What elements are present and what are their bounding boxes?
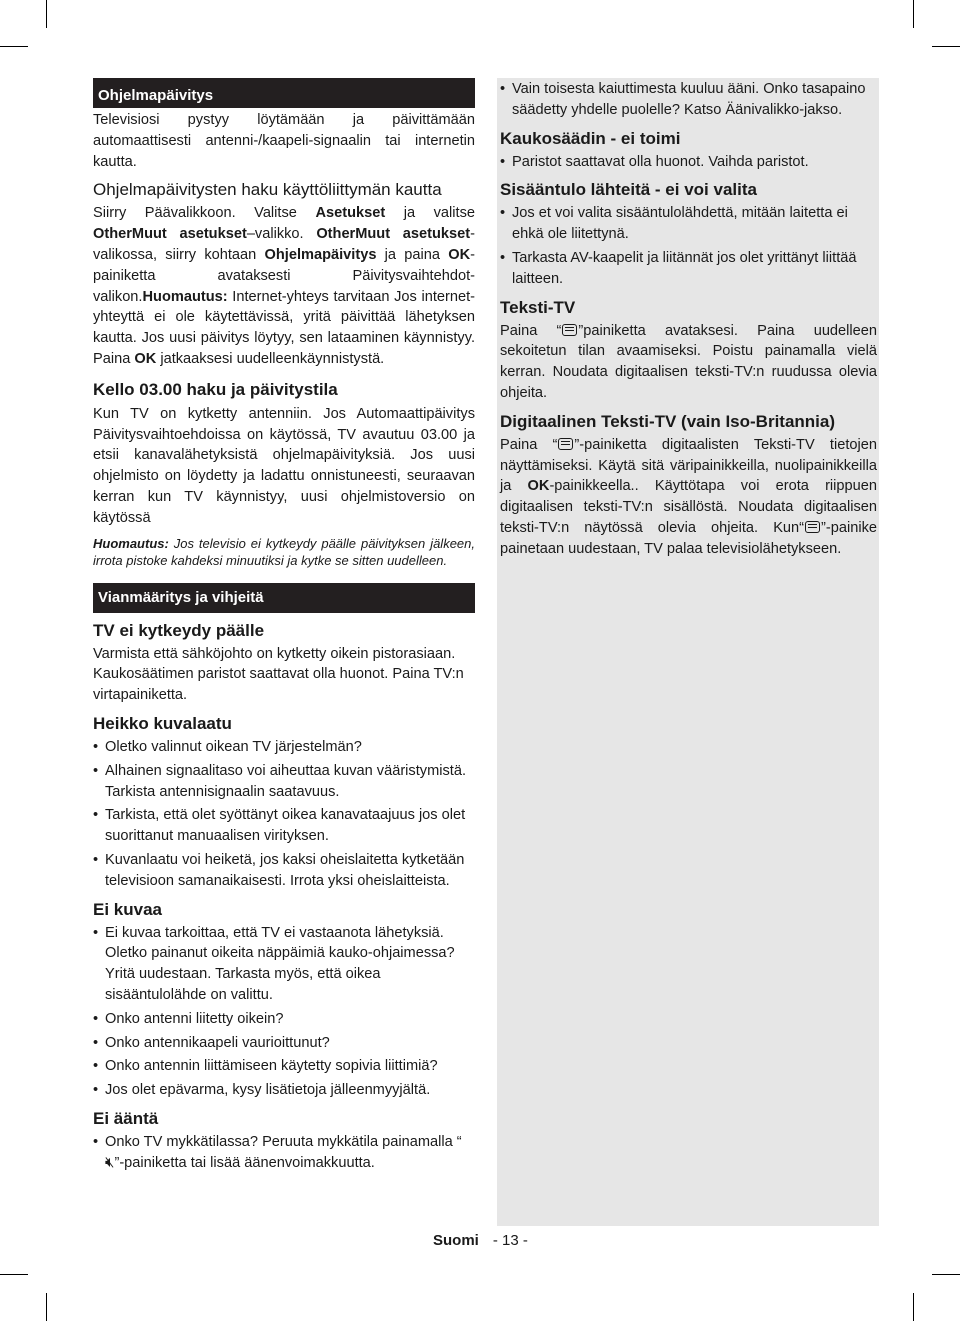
list-item: • Vain toisesta kaiuttimesta kuuluu ääni. Onko tasapaino säädetty yhdelle puolelle? Katso Äänivalikko-jakso. — [500, 79, 877, 121]
weak-picture-list — [93, 737, 475, 892]
remote-heading: Kaukosäädin - ei toimi — [500, 128, 681, 148]
ui-search-paragraph: Siirry Päävalikkoon. Valitse Asetukset ja valitse OtherMuut asetukset–valikko. OtherMuut asetukset-valikossa, siirry kohtaan Ohjelmapäivitys ja paina OK-painiketta avataksesti Päivitysvaihtehdot-valikon.Huomautus: Internet-yhteys tarvitaan Jos internet-yhteyttä ei ole käytettävissä, yritä päivittää lähetyksen kautta. Jos uusi päivitys löytyy, sen lataaminen käynnistyy. Paina OK jatkaaksesi uudelleenkäynnistystä. — [93, 205, 475, 367]
list-item: • Alhainen signaalitaso voi aiheuttaa kuvan vääristymistä. Tarkista antennisignaalin saatavuus. — [93, 761, 475, 803]
list-item: • Onko TV mykkätilassa? Peruuta mykkätila painamalla “ 🔇︎”-painiketta tai lisää äänenvoimakkuutta. — [93, 1132, 475, 1174]
mute-icon: 🔇︎ — [105, 1153, 115, 1171]
no-picture-list — [93, 923, 475, 1101]
teletext-heading: Teksti-TV — [500, 297, 576, 317]
update-note: Huomautus: Jos televisio ei kytkeydy päälle päivityksen jälkeen, irrota pistoke kahdeksi minuutiksi ja kytke se sitten uudelleen. — [93, 535, 475, 568]
list-item: • Onko antennin liittämiseen käytetty sopivia liittimiä? — [93, 1056, 475, 1077]
input-list — [500, 203, 877, 289]
footer-language: Suomi — [433, 1232, 479, 1249]
list-item: • Kuvanlaatu voi heiketä, jos kaksi oheislaitetta kytketään televisioon samanaikaisesti. Irrota yksi oheislaitteista. — [93, 850, 475, 892]
crop-mark — [46, 1293, 47, 1321]
crop-mark — [932, 46, 960, 47]
left-column — [93, 78, 475, 1176]
list-item: • Onko antenni liitetty oikein? — [93, 1009, 475, 1030]
section-header-update: Ohjelmapäivitys — [93, 78, 475, 108]
page-number: - 13 - — [492, 1232, 528, 1249]
page-footer — [433, 1231, 528, 1251]
right-column — [497, 78, 879, 1226]
kello-heading: Kello 03.00 haku ja päivitystila — [93, 379, 338, 399]
teletext-paragraph: Paina “ ”painiketta avataksesi. Paina uudelleen sekoitetun tilan avaamiseksi. Poistu painamalla vielä kerran. Noudata digitaalisen teksti-TV:n ruudussa olevia ohjeita. — [500, 322, 877, 401]
list-item: • Jos olet epävarma, kysy lisätietoja jälleenmyyjältä. — [93, 1080, 475, 1101]
crop-mark — [0, 46, 28, 47]
digital-teletext-paragraph: Paina “ ”-painiketta digitaalisten Teksti-TV tietojen näyttämiseksi. Käytä sitä väripainikkeilla, nuolipainikkeilla ja OK-painikkeella.. Käyttötapa voi erota riippuen digitaalisen teksti-TV:n sisällöstä. Noudata digitaalisen teksti-TV:n näytössä olevia ohjeita. Kun“ ”-painike painetaan uudestaan, TV palaa televisiolähetykseen. — [500, 436, 877, 557]
list-item: • Jos et voi valita sisääntulolähdettä, mitään laitetta ei ehkä ole liitettynä. — [500, 203, 877, 245]
input-heading: Sisääntulo lähteitä - ei voi valita — [500, 180, 757, 200]
list-item: • Tarkista, että olet syöttänyt oikea kanavataajuus jos olet suorittanut manuaalisen virityksen. — [93, 805, 475, 847]
no-sound-heading: Ei ääntä — [93, 1108, 159, 1128]
list-item: • Oletko valinnut oikean TV järjestelmän? — [93, 737, 475, 758]
list-item: • Ei kuvaa tarkoittaa, että TV ei vastaanota lähetyksiä. Oletko painanut oikeita näppäimiä kauko-ohjaimessa? Yritä uudestaan. Tarkasta myös, että oikea sisääntulolähde on valittu. — [93, 923, 475, 1006]
list-item: • Paristot saattavat olla huonot. Vaihda paristot. — [500, 152, 877, 173]
remote-list — [500, 152, 877, 173]
crop-mark — [913, 1293, 914, 1321]
update-intro: Televisiosi pystyy löytämään ja päivittämään automaattisesti antenni-/kaapeli-signaalin tai internetin kautta. — [93, 112, 475, 170]
teletext-icon — [558, 438, 573, 450]
crop-mark — [913, 0, 914, 28]
list-item: • Tarkasta AV-kaapelit ja liitännät jos olet yrittänyt liittää laitteen. — [500, 248, 877, 290]
weak-picture-heading: Heikko kuvalaatu — [93, 713, 232, 733]
teletext-icon — [805, 521, 820, 533]
teletext-icon — [562, 324, 577, 336]
list-item: • Onko antennikaapeli vaurioittunut? — [93, 1033, 475, 1054]
no-sound-list — [93, 1132, 475, 1174]
no-power-heading: TV ei kytkeydy päälle — [93, 620, 265, 640]
kello-paragraph: Kun TV on kytketty antenniin. Jos Automaattipäivitys Päivitysvaihtoehdoissa on käytössä, TV avautuu 03.00 ja etsii kanavalähetyksistä ohjelmapäivityksiä. Jos uusi ohjelmisto on löydetty ja ladattu onnistuneesti, seuraavan kerran kun TV käynnistyy, uusi ohjelmistoversio on käytössä — [93, 405, 475, 526]
crop-mark — [932, 1274, 960, 1275]
crop-mark — [46, 0, 47, 28]
digital-teletext-heading: Digitaalinen Teksti-TV (vain Iso-Britannia) — [500, 411, 836, 431]
ui-search-heading: Ohjelmapäivitysten haku käyttöliittymän kautta — [93, 180, 442, 200]
sound-list — [500, 79, 877, 121]
no-power-paragraph: Varmista että sähköjohto on kytketty oikein pistorasiaan. Kaukosäätimen paristot saattavat olla huonot. Paina TV:n virtapainiketta. — [93, 645, 464, 704]
no-picture-heading: Ei kuvaa — [93, 899, 162, 919]
crop-mark — [0, 1274, 28, 1275]
section-header-troubleshooting: Vianmääritys ja vihjeitä — [93, 583, 475, 613]
